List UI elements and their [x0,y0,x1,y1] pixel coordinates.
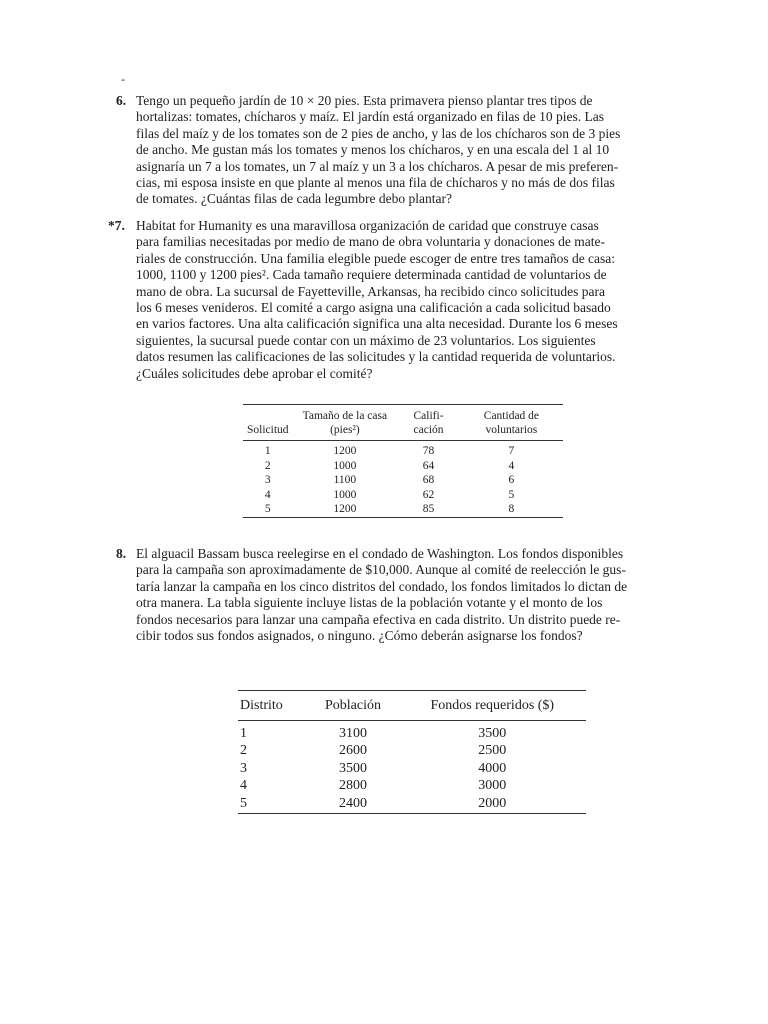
text-line: El alguacil Bassam busca reelegirse en el condado de Washington. Los fondos disponibles [136,546,624,561]
text-line: de tomates. ¿Cuántas filas de cada legumbre debo plantar? [136,191,452,207]
table-cell: 2000 [478,795,507,811]
table-cell: 1 [264,445,271,458]
table-row [238,795,586,813]
table-cell: 1100 [333,474,357,487]
column-header: Cantidad de voluntarios [460,405,563,441]
text-line: para familias necesitadas por medio de mano de obra voluntaria y donaciones de mate- [136,234,605,250]
problem-8 [116,546,656,644]
problem-7 [108,218,656,382]
text-line: de ancho. Me gustan más los tomates y menos los chícharos, y en una escala del 1 al 10 [136,142,610,158]
table-cell: 6 [508,474,515,487]
text-line: ¿Cuáles solicitudes debe aprobar el comité? [136,365,373,381]
text-line: en varios factores. Una alta calificación significa una alta necesidad. Durante los 6 meses [136,316,618,332]
table-header-row [243,405,563,441]
text-line: 1000, 1100 y 1200 pies². Cada tamaño requiere determinada cantidad de voluntarios de [136,267,607,283]
column-header: Distrito [238,691,307,721]
table-cell: 62 [422,488,435,501]
table-cell: 3500 [478,725,507,741]
table-cell: 5 [264,503,271,516]
problem-number: 6. [116,93,127,108]
table-cell: 4 [508,459,515,472]
table-cell: 3 [240,760,247,776]
table-cell: 2500 [478,743,507,759]
text-line: filas del maíz y de los tomates son de 2 pies de ancho, y las de los chícharos son de 3 pies [136,125,621,141]
column-header: Tamaño de la casa (pies²) [293,405,398,441]
problem-number: *7. [108,218,125,233]
problem-text [136,546,656,644]
table-cell: 68 [422,474,435,487]
table-cell: 1200 [333,445,357,458]
table-cell: 78 [422,445,435,458]
table-cell: 2 [240,743,247,759]
column-header: Califi- cación [397,405,460,441]
table-cell: 3000 [478,778,507,794]
text-line: para la campaña son aproximadamente de $10,000. Aunque al comité de reelección le gus- [136,562,626,578]
table-cell: 3100 [338,725,367,741]
text-line: siguientes, la sucursal puede contar con un máximo de 23 voluntarios. Los siguientes [136,332,596,348]
table-cell: 4 [264,488,271,501]
text-line: asignaría un 7 a los tomates, un 7 al maíz y un 3 a los chícharos. A pesar de mis preferen- [136,158,619,174]
table-cell: 3 [264,474,271,487]
column-header: Fondos requeridos ($) [399,691,586,721]
table-cell: 4 [240,778,247,794]
top-mark: - [121,72,125,86]
table-cell: 5 [508,488,515,501]
table-cell: 85 [422,503,435,516]
table-cell: 2400 [338,795,367,811]
table-row [238,778,586,796]
table-cell: 8 [508,503,515,516]
table-cell: 4000 [478,760,507,776]
table-cell: 64 [422,459,435,472]
table-cell: 3500 [338,760,367,776]
table-cell: 1 [240,725,247,741]
table-cell: 2 [264,459,271,472]
text-line: mano de obra. La sucursal de Fayetteville, Arkansas, ha recibido cinco solicitudes para [136,283,605,299]
table-cell: 1000 [333,459,357,472]
table-cell: 7 [508,445,515,458]
text-line: cibir todos sus fondos asignados, o ninguno. ¿Cómo deberán asignarse los fondos? [136,628,583,644]
text-line: Habitat for Humanity es una maravillosa organización de caridad que construye casas [136,218,599,233]
table-row [238,743,586,761]
text-line: cias, mi esposa insiste en que plante al menos una fila de chícharos y no más de dos filas [136,175,615,191]
districts-table [238,690,586,814]
column-header: Población [307,691,398,721]
problem-text [136,93,656,208]
text-line: los 6 meses venideros. El comité a cargo asigna una calificación a cada solicitud basado [136,300,611,316]
table-cell: 1200 [333,503,357,516]
problem-number: 8. [116,546,127,561]
table-cell: 2600 [338,743,367,759]
table-row [238,721,586,743]
table-row [243,441,563,459]
table-cell: 2800 [338,778,367,794]
applications-table [243,404,563,518]
text-line: taría lanzar la campaña en los cinco distritos del condado, los fondos limitados lo dictan de [136,578,628,594]
text-line: otra manera. La tabla siguiente incluye listas de la población votante y el monto de los [136,595,603,611]
table-cell: 5 [240,795,247,811]
column-header: Solicitud [243,405,293,441]
text-line: riales de construcción. Una familia elegible puede escoger de entre tres tamaños de casa: [136,250,616,266]
table-row [243,488,563,503]
text-line: hortalizas: tomates, chícharos y maíz. El jardín está organizado en filas de 10 pies. Las [136,109,604,125]
table-row [243,502,563,517]
table-row [243,473,563,488]
text-line: Tengo un pequeño jardín de 10 × 20 pies. Esta primavera pienso plantar tres tipos de [136,93,593,108]
table-row [238,760,586,778]
problem-text [136,218,656,382]
table-header-row [238,691,586,721]
text-line: datos resumen las calificaciones de las solicitudes y la cantidad requerida de voluntarios. [136,349,616,365]
table-cell: 1000 [333,488,357,501]
problem-6 [116,93,656,208]
text-line: fondos necesarios para lanzar una campaña efectiva en cada distrito. Un distrito puede re- [136,611,621,627]
table-row [243,459,563,474]
